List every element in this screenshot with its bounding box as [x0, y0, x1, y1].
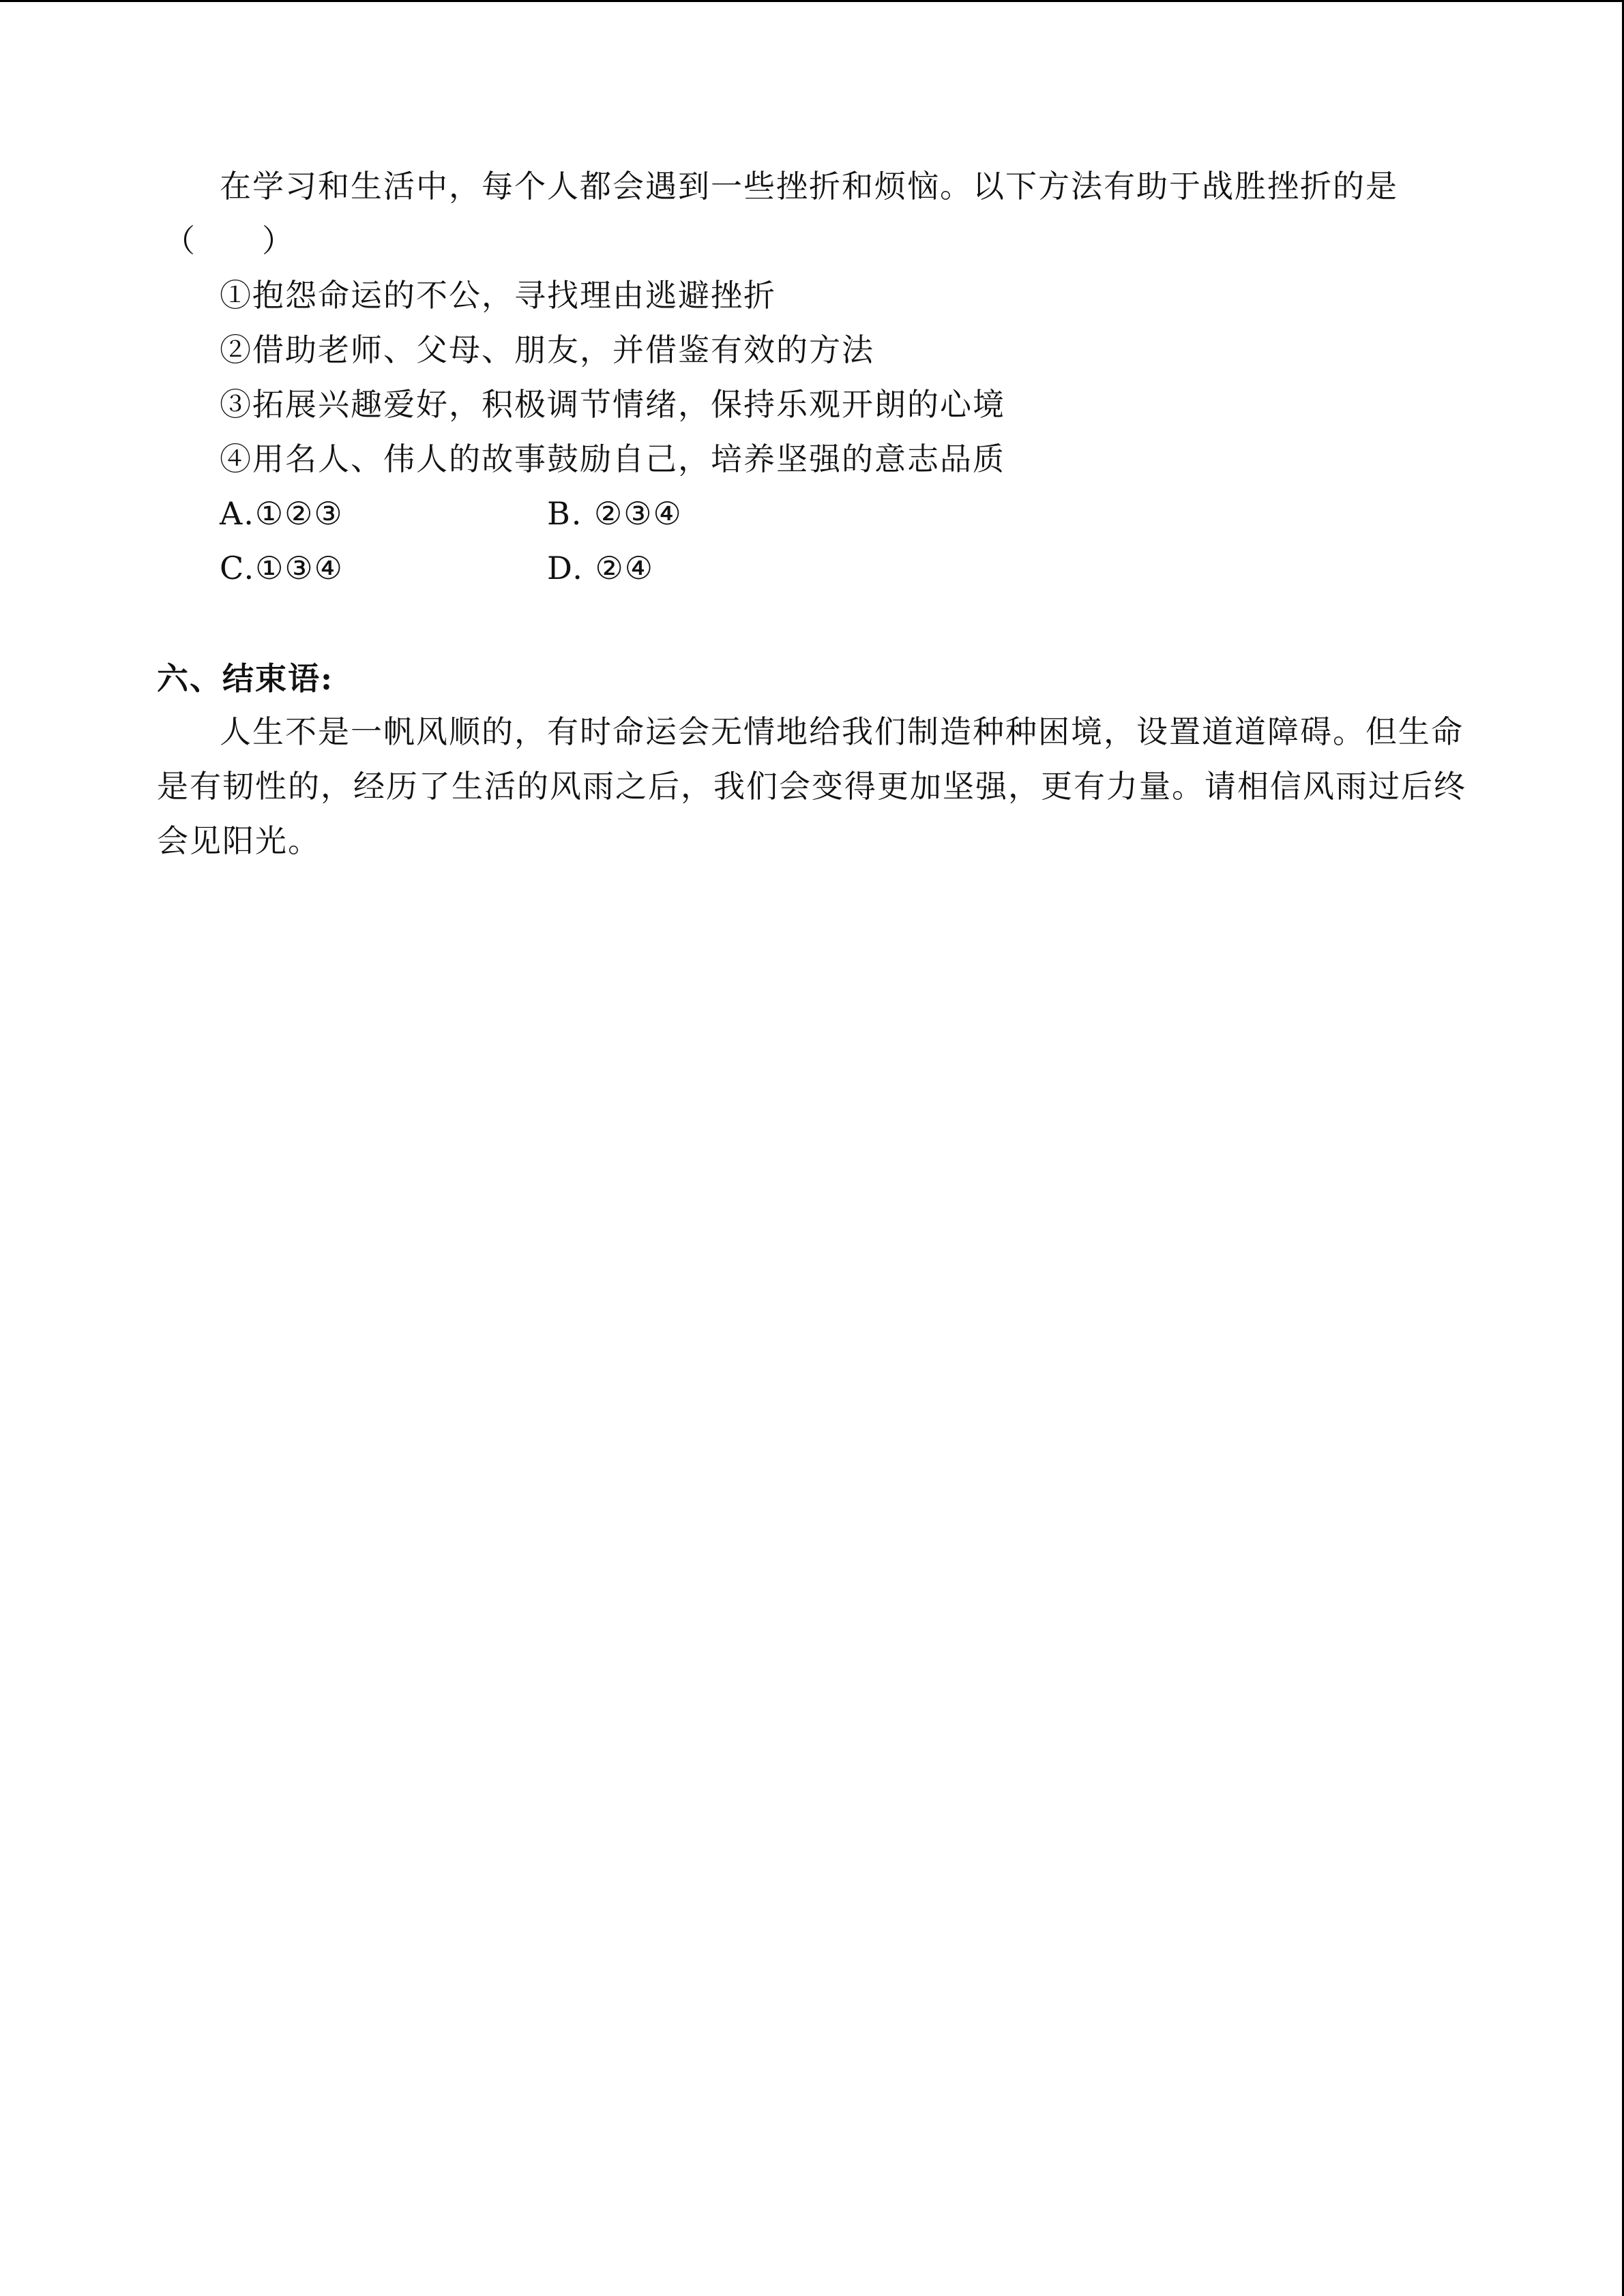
- question-stem-line2: （ ）: [164, 222, 295, 259]
- option-c: C.①③④: [220, 550, 344, 586]
- conclusion-para-line3: 会见阳光。: [157, 822, 321, 859]
- question-stem-line1: 在学习和生活中，每个人都会遇到一些挫折和烦恼。以下方法有助于战胜挫折的是: [220, 168, 1398, 205]
- question-item-1: ①抱怨命运的不公，寻找理由逃避挫折: [220, 277, 776, 314]
- option-b: B. ②③④: [547, 495, 683, 532]
- page-border-top: [0, 0, 1624, 2]
- question-item-2: ②借助老师、父母、朋友，并借鉴有效的方法: [220, 331, 874, 368]
- conclusion-heading: 六、结束语:: [157, 660, 334, 697]
- option-a: A.①②③: [220, 495, 344, 532]
- conclusion-para-line1: 人生不是一帆风顺的，有时命运会无情地给我们制造种种困境，设置道道障碍。但生命: [220, 713, 1464, 750]
- question-item-3: ③拓展兴趣爱好，积极调节情绪，保持乐观开朗的心境: [220, 386, 1005, 423]
- option-d: D. ②④: [547, 550, 654, 586]
- question-item-4: ④用名人、伟人的故事鼓励自己，培养坚强的意志品质: [220, 441, 1005, 477]
- conclusion-para-line2: 是有韧性的，经历了生活的风雨之后，我们会变得更加坚强，更有力量。请相信风雨过后终: [157, 768, 1466, 805]
